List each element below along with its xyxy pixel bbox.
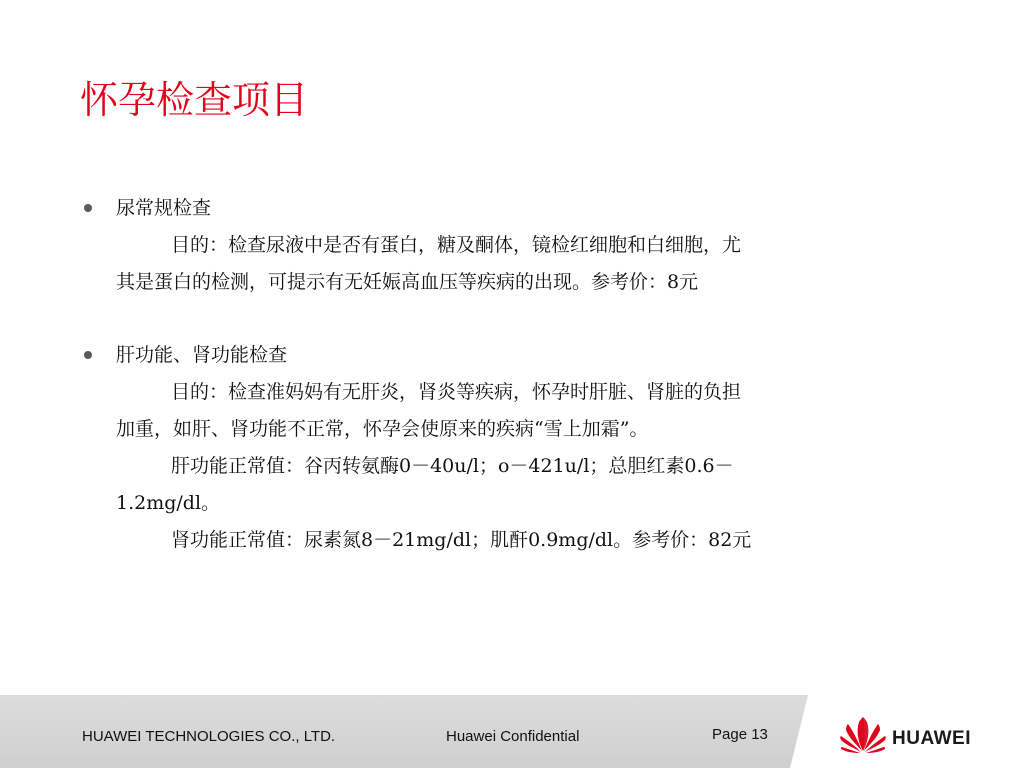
footer-page-number: Page 13 <box>712 726 768 743</box>
footer-company: HUAWEI TECHNOLOGIES CO., LTD. <box>82 728 336 745</box>
slide-title: 怀孕检查项目 <box>80 78 309 122</box>
section-text-line: 其是蛋白的检测，可提示有无妊娠高血压等疾病的出现。参考价：8元 <box>116 271 699 293</box>
section-heading-urine-test: 尿常规检查 <box>116 197 212 219</box>
section-text-line: 肝功能正常值：谷丙转氨酶0－40u/l；o－421u/l；总胆红素0.6－ <box>171 455 734 477</box>
section-heading-liver-kidney-test: 肝功能、肾功能检查 <box>116 344 288 366</box>
footer-confidential: Huawei Confidential <box>446 728 580 745</box>
section-text-line: 目的：检查尿液中是否有蛋白，糖及酮体，镜检红细胞和白细胞，尤 <box>171 234 742 256</box>
section-text-line: 目的：检查准妈妈有无肝炎，肾炎等疾病，怀孕时肝脏、肾脏的负担 <box>171 381 742 403</box>
section-text-line: 肾功能正常值：尿素氮8－21mg/dl；肌酐0.9mg/dl。参考价：82元 <box>171 529 752 551</box>
brand-wordmark: HUAWEI <box>892 728 971 749</box>
bullet-dot-icon <box>84 351 92 359</box>
huawei-petal-logo-icon <box>838 716 888 754</box>
bullet-dot-icon <box>84 204 92 212</box>
section-text-line: 1.2mg/dl。 <box>116 492 221 514</box>
section-text-line: 加重，如肝、肾功能不正常，怀孕会使原来的疾病“雪上加霜”。 <box>116 418 649 440</box>
